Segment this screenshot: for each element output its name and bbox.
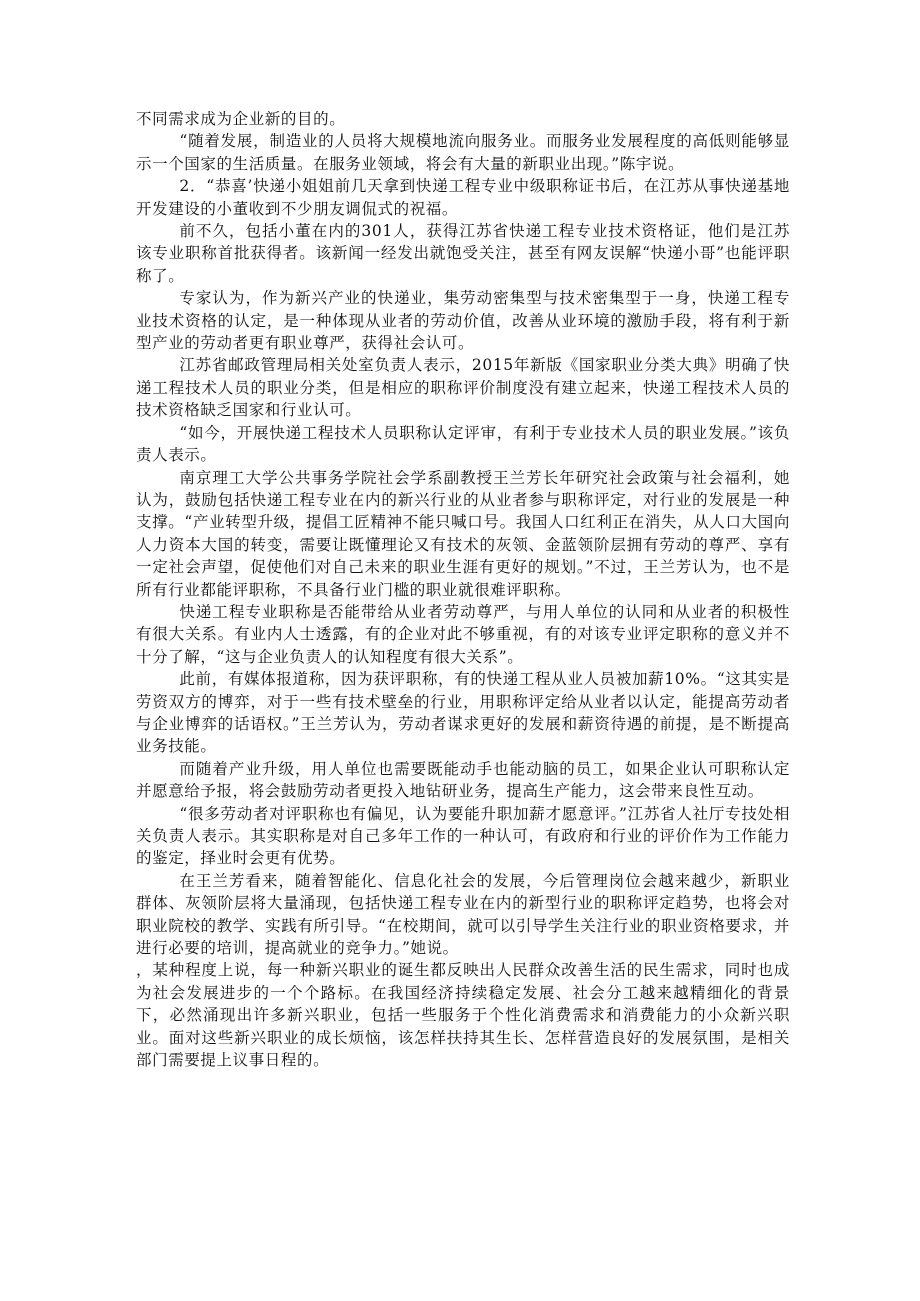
paragraph-12: “很多劳动者对评职称也有偏见，认为要能升职加薪才愿意评。”江苏省人社厅专技处相关负责人表示。其实职称是对自己多年工作的一种认可，有政府和行业的评价作为工作能力的鉴定，择业时会更有优势。 xyxy=(136,804,790,868)
paragraph-5: 专家认为，作为新兴产业的快递业，集劳动密集型与技术密集型于一身，快递工程专业技术资格的认定，是一种体现从业者的劳动价值，改善从业环境的激励手段，将有利于新型产业的劳动者更有职业尊严，获得社会认可。 xyxy=(136,289,790,353)
paragraph-2: “随着发展，制造业的人员将大规模地流向服务业。而服务业发展程度的高低则能够显示一个国家的生活质量。在服务业领域，将会有大量的新职业出现。”陈宇说。 xyxy=(136,132,790,173)
paragraph-6: 江苏省邮政管理局相关处室负责人表示，2015年新版《国家职业分类大典》明确了快递工程技术人员的职业分类，但是相应的职称评价制度没有建立起来，快递工程技术人员的技术资格缺乏国家和行业认可。 xyxy=(136,356,790,420)
paragraph-9: 快递工程专业职称是否能带给从业者劳动尊严，与用人单位的认同和从业者的积极性有很大关系。有业内人士透露，有的企业对此不够重视，有的对该专业评定职称的意义并不十分了解，“这与企业负责人的认知程度有很大关系”。 xyxy=(136,602,790,666)
paragraph-13: 在王兰芳看来，随着智能化、信息化社会的发展，今后管理岗位会越来越少，新职业群体、灰领阶层将大量涌现，包括快递工程专业在内的新型行业的职称评定趋势，也将会对职业院校的教学、实践有所引导。“在校期间，就可以引导学生关注行业的职业资格要求，并进行必要的培训，提高就业的竞争力。”她说。 xyxy=(136,871,790,958)
paragraph-14: ，某种程度上说，每一种新兴职业的诞生都反映出人民群众改善生活的民生需求，同时也成为社会发展进步的一个个路标。在我国经济持续稳定发展、社会分工越来越精细化的背景下，必然涌现出许多新兴职业，包括一些服务于个性化消费需求和消费能力的小众新兴职业。面对这些新兴职业的成长烦恼，该怎样扶持其生长、怎样营造良好的发展氛围，是相关部门需要提上议事日程的。 xyxy=(136,961,790,1070)
paragraph-11: 而随着产业升级，用人单位也需要既能动手也能动脑的员工，如果企业认可职称认定并愿意给予报，将会鼓励劳动者更投入地钻研业务，提高生产能力，这会带来良性互动。 xyxy=(136,759,790,801)
paragraph-1: 不同需求成为企业新的目的。 xyxy=(136,110,346,128)
paragraph-8: 南京理工大学公共事务学院社会学系副教授王兰芳长年研究社会政策与社会福利，她认为，鼓励包括快递工程专业在内的新兴行业的从业者参与职称评定，对行业的发展是一种支撑。“产业转型升级，提倡工匠精神不能只喊口号。我国人口红利正在消失，从人口大国向人力资本大国的转变，需要让既懂理论又有技术的灰领、金蓝领阶层拥有劳动的尊严、享有一定社会声望，促使他们对自己未来的职业生涯有更好的规划。”不过，王兰芳认为，也不是所有行业都能评职称，不具备行业门槛的职业就很难评职称。 xyxy=(136,468,790,599)
document-body xyxy=(136,108,790,1071)
paragraph-3: 2．“恭喜’快递小姐姐前几天拿到快递工程专业中级职称证书后，在江苏从事快递基地开发建设的小董收到不少朋友调侃式的祝福。 xyxy=(136,177,790,218)
paragraph-4: 前不久，包括小董在内的301人，获得江苏省快递工程专业技术资格证，他们是江苏该专业职称首批获得者。该新闻一经发出就饱受关注，甚至有网友误解“快递小哥”也能评职称了。 xyxy=(136,222,790,285)
paragraph-10: 此前，有媒体报道称，因为获评职称，有的快递工程从业人员被加薪10%。“这其实是劳资双方的博弈，对于一些有技术壁垒的行业，用职称评定给从业者以认定，能提高劳动者与企业博弈的话语权。”王兰芳认为，劳动者谋求更好的发展和薪资待遇的前提，是不断提高业务技能。 xyxy=(136,670,790,756)
paragraph-7: “如今，开展快递工程技术人员职称认定评审，有利于专业技术人员的职业发展。”该负责人表示。 xyxy=(136,423,790,465)
